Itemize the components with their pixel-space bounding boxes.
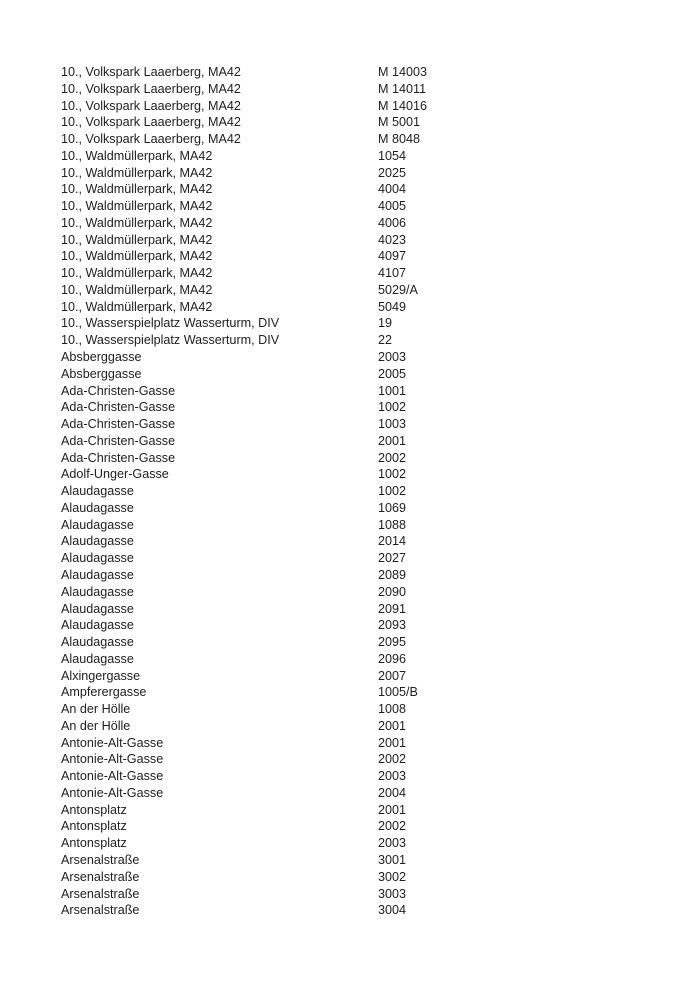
designation-cell: 1008 (378, 702, 407, 717)
table-row (61, 768, 680, 785)
table-row (61, 165, 680, 182)
location-cell: Alaudagasse (61, 517, 134, 532)
location-cell: Antonsplatz (61, 802, 127, 817)
table-row (61, 550, 680, 567)
designation-cell: M 8048 (378, 132, 421, 147)
table-row (61, 215, 680, 232)
location-cell: Alaudagasse (61, 534, 134, 549)
location-cell: Ada-Christen-Gasse (61, 417, 176, 432)
designation-cell: 1001 (378, 383, 407, 398)
table-row (61, 483, 680, 500)
table-row (61, 852, 680, 869)
table-row (61, 181, 680, 198)
designation-cell: 3001 (378, 852, 407, 867)
table-row (61, 416, 680, 433)
designation-cell: 4004 (378, 182, 407, 197)
table-row (61, 349, 680, 366)
designation-cell: 4023 (378, 232, 407, 247)
location-cell: Ada-Christen-Gasse (61, 450, 176, 465)
location-cell: Ampferergasse (61, 685, 147, 700)
designation-cell: M 14011 (378, 81, 427, 96)
location-cell: 10., Wasserspielplatz Wasserturm, DIV (61, 333, 280, 348)
designation-cell: M 14003 (378, 65, 428, 79)
table-row (61, 533, 680, 550)
table-row (61, 651, 680, 668)
table-row (61, 735, 680, 752)
designation-cell: 4005 (378, 199, 407, 214)
location-cell: Alaudagasse (61, 567, 134, 582)
designation-cell: 2095 (378, 635, 407, 650)
designation-cell: 2005 (378, 366, 407, 381)
designation-cell: 2027 (378, 551, 407, 566)
designation-cell: 4006 (378, 215, 407, 230)
location-cell: Alaudagasse (61, 635, 134, 650)
table-row (61, 282, 680, 299)
designation-cell: 2004 (378, 785, 407, 800)
table-row (61, 818, 680, 835)
table-row (61, 98, 680, 115)
location-cell: Alaudagasse (61, 484, 134, 499)
table-row (61, 802, 680, 819)
location-cell: Antonie-Alt-Gasse (61, 785, 164, 800)
table-row (61, 232, 680, 249)
designation-cell: 1002 (378, 400, 407, 415)
location-cell: Alaudagasse (61, 500, 134, 515)
designation-cell: 2007 (378, 668, 407, 683)
table-row (61, 383, 680, 400)
table-row (61, 785, 680, 802)
table-row (61, 399, 680, 416)
designation-cell: 3003 (378, 886, 407, 901)
designation-cell: 2025 (378, 165, 407, 180)
location-cell: 10., Volkspark Laaerberg, MA42 (61, 132, 241, 147)
table-row (61, 701, 680, 718)
table-row (61, 466, 680, 483)
designation-cell: 4097 (378, 249, 407, 264)
location-cell: Ada-Christen-Gasse (61, 383, 176, 398)
table-row (61, 584, 680, 601)
designation-cell: 2002 (378, 752, 407, 767)
location-cell: Alaudagasse (61, 651, 134, 666)
table-row (61, 634, 680, 651)
location-cell: 10., Waldmüllerpark, MA42 (61, 232, 213, 247)
designation-cell: 5049 (378, 299, 407, 314)
table-row (61, 751, 680, 768)
location-cell: Arsenalstraße (61, 886, 140, 901)
table-row (61, 198, 680, 215)
table-row (61, 835, 680, 852)
designation-cell: 2093 (378, 618, 407, 633)
table-row (61, 366, 680, 383)
designation-cell: 1088 (378, 517, 407, 532)
designation-cell: M 5001 (378, 115, 421, 130)
table-row (61, 299, 680, 316)
location-cell: Alaudagasse (61, 601, 134, 616)
location-cell: 10., Volkspark Laaerberg, MA42 (61, 98, 241, 113)
designation-cell: M 14016 (378, 98, 428, 113)
designation-cell: 2089 (378, 567, 407, 582)
location-cell: 10., Waldmüllerpark, MA42 (61, 282, 213, 297)
location-cell: 10., Waldmüllerpark, MA42 (61, 165, 213, 180)
designation-cell: 2001 (378, 802, 407, 817)
location-cell: 10., Waldmüllerpark, MA42 (61, 299, 213, 314)
designation-cell: 1003 (378, 417, 407, 432)
location-list (61, 64, 680, 919)
location-cell: Alaudagasse (61, 551, 134, 566)
location-cell: 10., Volkspark Laaerberg, MA42 (61, 81, 241, 96)
table-row (61, 869, 680, 886)
location-cell: 10., Waldmüllerpark, MA42 (61, 199, 213, 214)
location-cell: Alaudagasse (61, 584, 134, 599)
table-row (61, 500, 680, 517)
location-cell: Antonie-Alt-Gasse (61, 735, 164, 750)
table-row (61, 450, 680, 467)
location-cell: Antonsplatz (61, 836, 127, 851)
designation-cell: 19 (378, 316, 393, 331)
location-cell: Alxingergasse (61, 668, 141, 683)
table-row (61, 684, 680, 701)
location-cell: Arsenalstraße (61, 852, 140, 867)
location-cell: Antonie-Alt-Gasse (61, 769, 164, 784)
designation-cell: 4107 (378, 266, 407, 281)
designation-cell: 2090 (378, 584, 407, 599)
designation-cell: 2091 (378, 601, 407, 616)
table-row (61, 131, 680, 148)
table-row (61, 433, 680, 450)
location-cell: 10., Waldmüllerpark, MA42 (61, 148, 213, 163)
designation-cell: 2003 (378, 836, 407, 851)
location-cell: 10., Wasserspielplatz Wasserturm, DIV (61, 316, 280, 331)
location-cell: Antonsplatz (61, 819, 127, 834)
designation-cell: 22 (378, 333, 393, 348)
location-cell: 10., Volkspark Laaerberg, MA42 (61, 115, 241, 130)
table-row (61, 265, 680, 282)
designation-cell: 2002 (378, 819, 407, 834)
table-row (61, 902, 680, 919)
location-cell: An der Hölle (61, 718, 131, 733)
table-row (61, 718, 680, 735)
location-cell: 10., Waldmüllerpark, MA42 (61, 266, 213, 281)
location-cell: Antonie-Alt-Gasse (61, 752, 164, 767)
table-row (61, 81, 680, 98)
table-row (61, 517, 680, 534)
designation-cell: 5029/A (378, 282, 418, 297)
designation-cell: 1002 (378, 467, 407, 482)
location-cell: Ada-Christen-Gasse (61, 433, 176, 448)
location-cell: Absberggasse (61, 366, 142, 381)
designation-cell: 2002 (378, 450, 407, 465)
location-cell: 10., Waldmüllerpark, MA42 (61, 182, 213, 197)
location-cell: Arsenalstraße (61, 869, 140, 884)
location-cell: Alaudagasse (61, 618, 134, 633)
designation-cell: 2001 (378, 718, 407, 733)
table-row (61, 668, 680, 685)
table-row (61, 148, 680, 165)
table-row (61, 114, 680, 131)
designation-cell: 1002 (378, 484, 407, 499)
designation-cell: 2001 (378, 433, 407, 448)
designation-cell: 1005/B (378, 685, 418, 700)
designation-cell: 2014 (378, 534, 407, 549)
table-row (61, 248, 680, 265)
table-row (61, 64, 680, 81)
table-row (61, 617, 680, 634)
table-row (61, 332, 680, 349)
table-row (61, 567, 680, 584)
location-cell: Adolf-Unger-Gasse (61, 467, 169, 482)
location-cell: An der Hölle (61, 702, 131, 717)
table-row (61, 601, 680, 618)
designation-cell: 3004 (378, 903, 407, 918)
table-row (61, 315, 680, 332)
table-row (61, 886, 680, 903)
designation-cell: 1069 (378, 500, 407, 515)
designation-cell: 3002 (378, 869, 407, 884)
designation-cell: 2001 (378, 735, 407, 750)
location-cell: Absberggasse (61, 350, 142, 365)
designation-cell: 1054 (378, 148, 407, 163)
designation-cell: 2096 (378, 651, 407, 666)
location-cell: 10., Volkspark Laaerberg, MA42 (61, 65, 241, 79)
location-cell: 10., Waldmüllerpark, MA42 (61, 249, 213, 264)
location-cell: Ada-Christen-Gasse (61, 400, 176, 415)
designation-cell: 2003 (378, 350, 407, 365)
designation-cell: 2003 (378, 769, 407, 784)
location-cell: 10., Waldmüllerpark, MA42 (61, 215, 213, 230)
location-cell: Arsenalstraße (61, 903, 140, 918)
